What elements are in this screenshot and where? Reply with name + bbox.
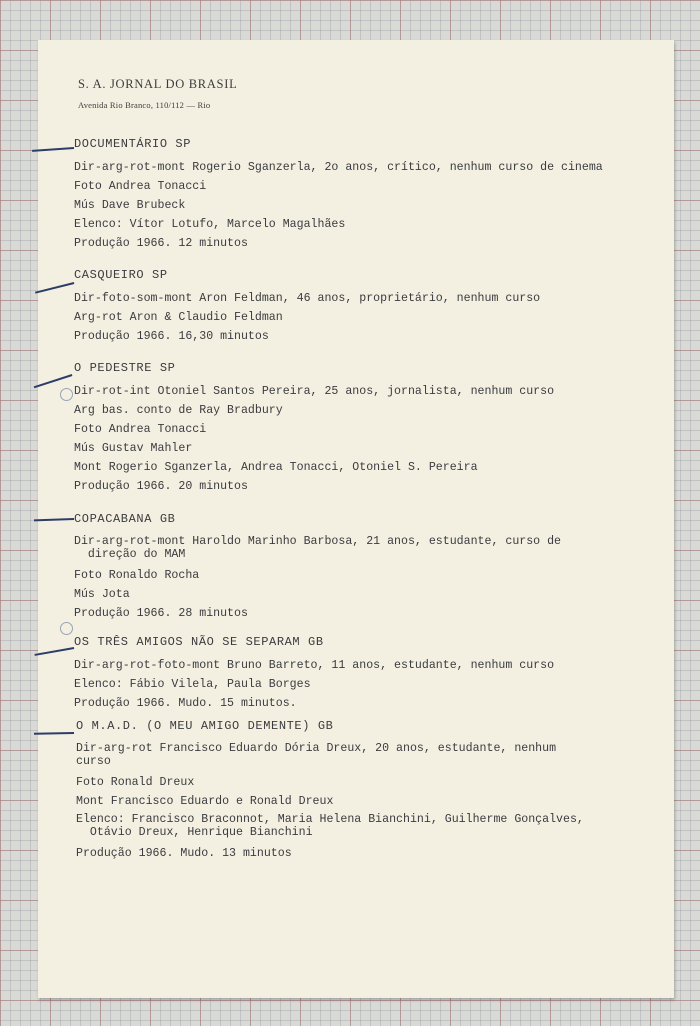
punch-hole (60, 622, 73, 635)
film-credit-line: Foto Andrea Tonacci (74, 180, 207, 193)
film-credit-line: Elenco: Fábio Vilela, Paula Borges (74, 678, 311, 691)
film-credit-line: Mús Jota (74, 588, 130, 601)
film-credit-line: Elenco: Francisco Braconnot, Maria Helena Bianchini, Guilherme Gonçalves, Otávio Dreux, Henrique Bianchini (76, 813, 584, 839)
film-credit-line: Dir-arg-rot-foto-mont Bruno Barreto, 11 anos, estudante, nenhum curso (74, 659, 555, 672)
film-credit-line: Mont Rogerio Sganzerla, Andrea Tonacci, Otoniel S. Pereira (74, 461, 478, 474)
punch-hole (60, 388, 73, 401)
film-credit-line: Dir-arg-rot Francisco Eduardo Dória Dreux, 20 anos, estudante, nenhum curso (76, 742, 557, 768)
film-credit-line: Produção 1966. Mudo. 15 minutos. (74, 697, 297, 710)
film-credit-line: Produção 1966. Mudo. 13 minutos (76, 847, 292, 860)
film-credit-line: Dir-foto-som-mont Aron Feldman, 46 anos, proprietário, nenhum curso (74, 292, 541, 305)
pen-mark (34, 374, 73, 388)
company-address: Avenida Rio Branco, 110/112 — Rio (78, 100, 211, 110)
film-credit-line: Produção 1966. 20 minutos (74, 480, 248, 493)
film-title: COPACABANA GB (74, 512, 176, 526)
film-credit-line: Foto Andrea Tonacci (74, 423, 207, 436)
letterhead (78, 77, 237, 110)
company-name: S. A. JORNAL DO BRASIL (78, 77, 238, 91)
film-credit-line: Dir-arg-rot-mont Rogerio Sganzerla, 2o anos, crítico, nenhum curso de cinema (74, 161, 603, 174)
pen-mark (34, 518, 74, 521)
film-entry (74, 634, 664, 713)
film-credit-line: Mús Gustav Mahler (74, 442, 193, 455)
film-credit-line: Dir-rot-int Otoniel Santos Pereira, 25 anos, jornalista, nenhum curso (74, 385, 555, 398)
film-entry (74, 267, 664, 346)
film-title: CASQUEIRO SP (74, 268, 168, 282)
pen-mark (34, 732, 74, 734)
pen-mark (32, 147, 74, 151)
film-title: OS TRÊS AMIGOS NÃO SE SEPARAM GB (74, 635, 324, 649)
film-title: DOCUMENTÁRIO SP (74, 137, 192, 151)
film-credit-line: Produção 1966. 16,30 minutos (74, 330, 269, 343)
typed-document-page (38, 40, 674, 998)
film-title: O M.A.D. (O MEU AMIGO DEMENTE) GB (76, 719, 334, 733)
film-credit-line: Foto Ronald Dreux (76, 776, 195, 789)
film-title: O PEDESTRE SP (74, 361, 176, 375)
film-credit-line: Mont Francisco Eduardo e Ronald Dreux (76, 795, 334, 808)
film-credit-line: Produção 1966. 12 minutos (74, 237, 248, 250)
film-entry (76, 718, 666, 863)
film-credit-line: Arg-rot Aron & Claudio Feldman (74, 311, 283, 324)
film-credit-line: Elenco: Vítor Lotufo, Marcelo Magalhães (74, 218, 346, 231)
film-credit-line: Arg bas. conto de Ray Bradbury (74, 404, 283, 417)
film-entry (74, 511, 664, 623)
film-entry (74, 136, 664, 253)
film-entry (74, 360, 664, 496)
film-credit-line: Mús Dave Brubeck (74, 199, 186, 212)
pen-mark (34, 647, 74, 655)
film-credit-line: Produção 1966. 28 minutos (74, 607, 248, 620)
pen-mark (35, 282, 74, 293)
film-credit-line: Foto Ronaldo Rocha (74, 569, 200, 582)
film-credit-line: Dir-arg-rot-mont Haroldo Marinho Barbosa, 21 anos, estudante, curso de direção do MAM (74, 535, 562, 561)
